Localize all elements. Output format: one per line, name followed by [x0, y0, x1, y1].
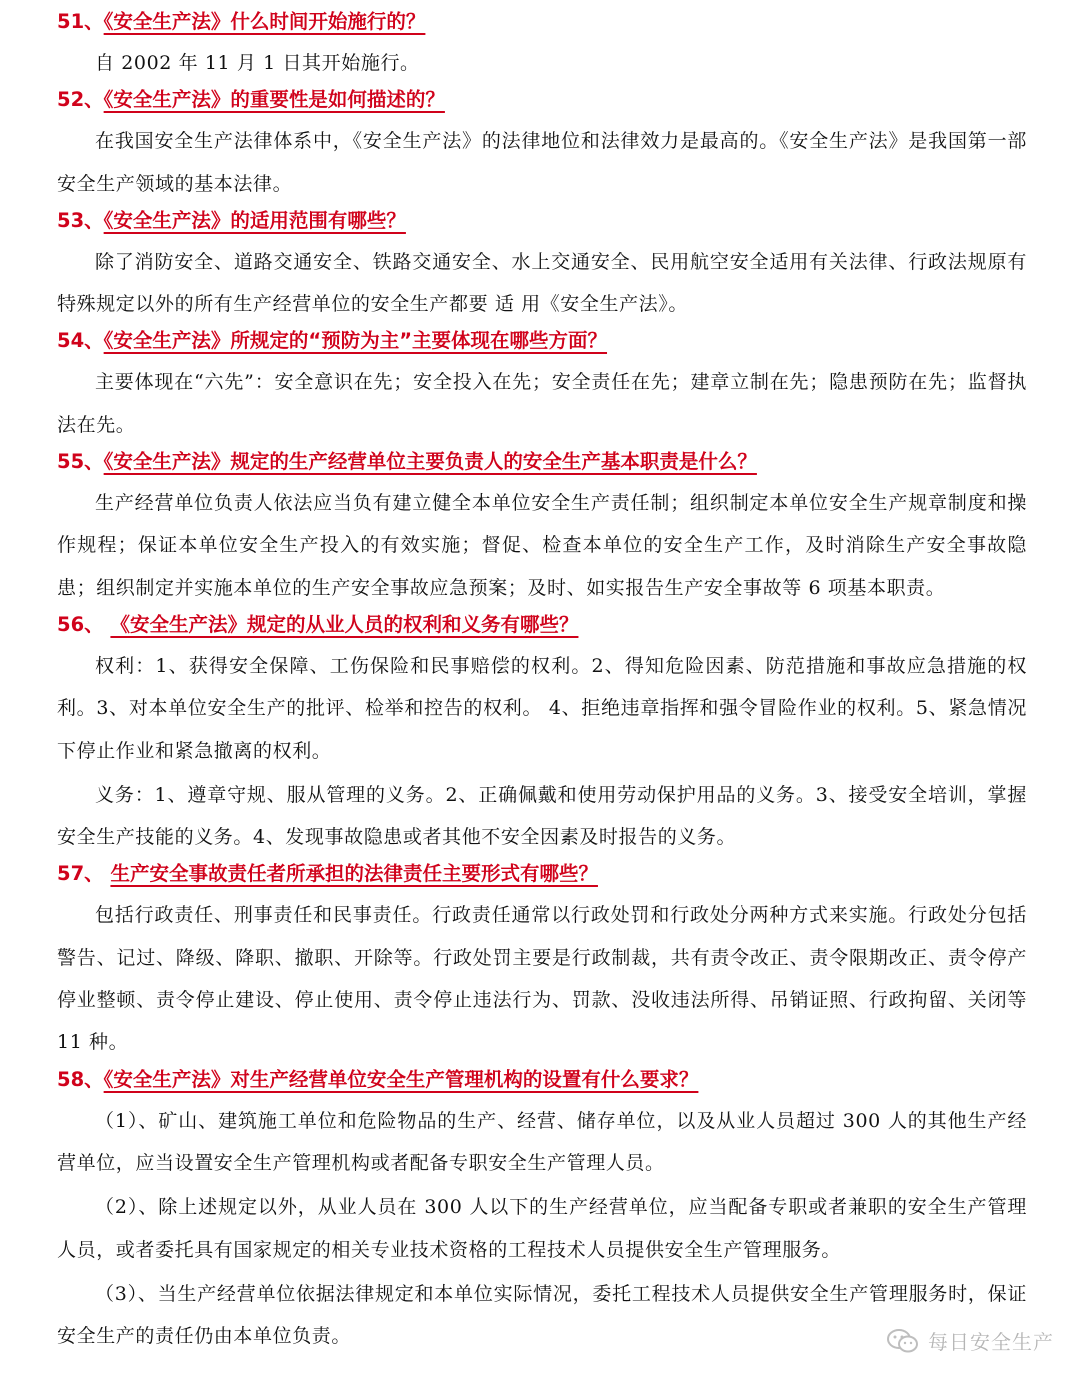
answer-paragraph: （2）、除上述规定以外，从业人员在 300 人以下的生产经营单位，应当配备专职或者兼职的安全生产管理人员，或者委托具有国家规定的相关专业技术资格的工程技术人员提供安全生产管理服务。 [57, 1196, 1027, 1261]
question-number: 55、 [57, 450, 104, 474]
answer-paragraph: 主要体现在“六先”：安全意识在先；安全投入在先；安全责任在先；建章立制在先；隐患预防在先；监督执法在先。 [57, 371, 1027, 436]
question-text: 《安全生产法》对生产经营单位安全生产管理机构的设置有什么要求？ [103, 1067, 699, 1091]
question-heading [57, 860, 1027, 888]
watermark [886, 1326, 1054, 1355]
question-number: 52、 [57, 88, 104, 112]
question-number: 54、 [57, 329, 104, 353]
answer-paragraph: 义务：1、遵章守规、服从管理的义务。2、正确佩戴和使用劳动保护用品的义务。3、接受安全培训，掌握安全生产技能的义务。4、发现事故隐患或者其他不安全因素及时报告的义务。 [57, 783, 1027, 849]
answer-paragraph: 在我国安全生产法律体系中，《安全生产法》的法律地位和法律效力是最高的。《安全生产法》是我国第一部安全生产领域的基本法律。 [57, 130, 1027, 195]
question-heading [57, 1066, 1027, 1094]
question-text: 《安全生产法》所规定的“预防为主”主要体现在哪些方面？ [103, 329, 608, 353]
question-heading [57, 327, 1027, 355]
question-number: 53、 [57, 208, 104, 232]
question-text: 《安全生产法》规定的从业人员的权利和义务有哪些？ [110, 612, 579, 636]
answer-paragraph: 权利：1、获得安全保障、工伤保险和民事赔偿的权利。2、得知危险因素、防范措施和事故应急措施的权利。3、对本单位安全生产的批评、检举和控告的权利。 4、拒绝违章指挥和强令冒险作业的权利。5、紧急情况下停止作业和紧急撤离的权利。 [57, 654, 1027, 762]
answer-paragraph: 自 2002 年 11 月 1 日其开始施行。 [95, 52, 420, 74]
question-heading [57, 611, 1027, 639]
answer-paragraph: 除了消防安全、道路交通安全、铁路交通安全、水上交通安全、民用航空安全适用有关法律、行政法规原有特殊规定以外的所有生产经营单位的安全生产都要 适 用《安全生产法》。 [57, 250, 1027, 316]
answer-paragraph: 生产经营单位负责人依法应当负有建立健全本单位安全生产责任制；组织制定本单位安全生产规章制度和操作规程；保证本单位安全生产投入的有效实施；督促、检查本单位的安全生产工作，及时消除生产安全事故隐患；组织制定并实施本单位的生产安全事故应急预案；及时、如实报告生产安全事故等 6 项基本职责。 [57, 492, 1027, 599]
question-text: 《安全生产法》的适用范围有哪些？ [103, 208, 406, 232]
watermark-text: 每日安全生产 [928, 1330, 1054, 1354]
answer-paragraph: 包括行政责任、刑事责任和民事责任。行政责任通常以行政处罚和行政处分两种方式来实施。行政处分包括警告、记过、降级、降职、撤职、开除等。行政处罚主要是行政制裁，共有责令改正、责令限期改正、责令停产停业整顿、责令停止建设、停止使用、责令停止违法行为、罚款、没收违法所得、吊销证照、行政拘留、关闭等 11 种。 [57, 904, 1027, 1054]
question-number: 57、 [57, 862, 111, 886]
question-text: 《安全生产法》规定的生产经营单位主要负责人的安全生产基本职责是什么？ [103, 450, 757, 474]
question-text: 生产安全事故责任者所承担的法律责任主要形式有哪些？ [110, 862, 598, 886]
answer-paragraph: （1）、矿山、建筑施工单位和危险物品的生产、经营、储存单位，以及从业人员超过 300 人的其他生产经营单位，应当设置安全生产管理机构或者配备专职安全生产管理人员。 [57, 1109, 1027, 1174]
question-number: 56、 [57, 612, 111, 636]
question-heading [57, 86, 1027, 114]
question-number: 51、 [57, 10, 104, 33]
question-heading [57, 8, 1027, 36]
question-heading [57, 448, 1027, 476]
question-heading [57, 207, 1027, 235]
wechat-icon [886, 1328, 920, 1354]
question-text: 《安全生产法》的重要性是如何描述的？ [103, 88, 445, 112]
answer-paragraph: （3）、当生产经营单位依据法律规定和本单位实际情况，委托工程技术人员提供安全生产管理服务时，保证安全生产的责任仍由本单位负责。 [57, 1282, 1027, 1348]
document-body [57, 6, 1027, 1359]
question-text: 《安全生产法》什么时间开始施行的？ [103, 10, 426, 33]
question-number: 58、 [57, 1067, 104, 1091]
